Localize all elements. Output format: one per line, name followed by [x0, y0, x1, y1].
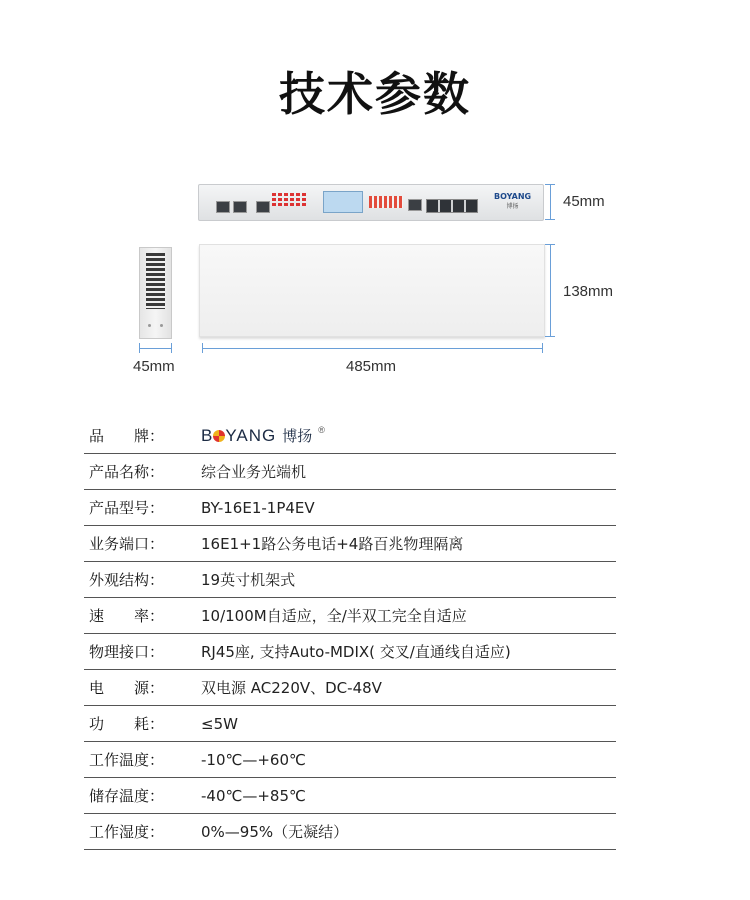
spec-label: 物理接口：	[89, 643, 165, 661]
usb-port-icon	[408, 199, 422, 211]
dimension-tick	[545, 219, 555, 220]
dip-switch-icon	[369, 196, 403, 208]
rj45-port-icon	[256, 201, 270, 213]
dimension-tick	[545, 184, 555, 185]
spec-value: 综合业务光端机	[201, 463, 307, 481]
device-side-view	[139, 247, 172, 339]
spec-row	[84, 454, 616, 490]
dimension-label-height: 45mm	[563, 193, 605, 210]
spec-label: 速 率：	[89, 607, 165, 625]
dimension-tick	[545, 244, 555, 245]
spec-row	[84, 526, 616, 562]
vent-grille-icon	[146, 253, 165, 309]
dimension-line	[550, 244, 551, 336]
spec-row	[84, 742, 616, 778]
spec-label: 工作温度：	[89, 751, 165, 769]
spec-value: 0%—95%（无凝结）	[201, 823, 349, 841]
spec-label: 功 耗：	[89, 715, 165, 733]
dimension-tick	[139, 343, 140, 353]
spec-value: BY-16E1-1P4EV	[201, 498, 315, 517]
device-logo: BOYANG 博扬	[494, 192, 532, 210]
spec-row	[84, 814, 616, 850]
spec-label: 产品型号：	[89, 499, 165, 517]
dimension-label-side-width: 45mm	[133, 358, 175, 375]
led-indicator-icon	[272, 193, 306, 206]
spec-label: 外观结构：	[89, 571, 165, 589]
spec-row	[84, 778, 616, 814]
spec-value: 10/100M自适应，全/半双工完全自适应	[201, 607, 467, 625]
screw-hole-icon	[160, 324, 163, 327]
spec-value: -40℃—+85℃	[201, 786, 306, 805]
dimension-tick	[171, 343, 172, 353]
spec-row	[84, 490, 616, 526]
spec-row-brand	[84, 418, 616, 454]
ethernet-ports-icon	[426, 199, 478, 213]
page-title: 技术参数	[279, 67, 471, 121]
spec-value: 16E1+1路公务电话+4路百兆物理隔离	[201, 535, 464, 553]
spec-label: 产品名称：	[89, 463, 165, 481]
rj45-port-icon	[216, 201, 230, 213]
spec-row	[84, 706, 616, 742]
dimension-tick	[542, 343, 543, 353]
spec-label: 电 源：	[89, 679, 165, 697]
device-top-view	[199, 244, 545, 337]
logo-o-icon	[213, 430, 225, 442]
spec-label: 工作湿度：	[89, 823, 165, 841]
spec-value: -10℃—+60℃	[201, 750, 306, 769]
spec-row	[84, 670, 616, 706]
dimension-line	[139, 348, 171, 349]
spec-value: 双电源 AC220V、DC-48V	[201, 679, 382, 697]
spec-label: 储存温度：	[89, 787, 165, 805]
spec-value: 19英寸机架式	[201, 571, 296, 589]
spec-value: RJ45座, 支持Auto-MDIX( 交叉/直通线自适应)	[201, 643, 511, 661]
dimension-line	[202, 348, 542, 349]
spec-row	[84, 562, 616, 598]
spec-table	[84, 418, 616, 850]
spec-value-brand	[201, 425, 616, 446]
dimension-tick	[202, 343, 203, 353]
screw-hole-icon	[148, 324, 151, 327]
spec-value: ≤5W	[201, 714, 238, 733]
spec-label: 品 牌：	[89, 427, 165, 445]
spec-row	[84, 634, 616, 670]
rj45-port-icon	[233, 201, 247, 213]
spec-row	[84, 598, 616, 634]
dimension-label-width: 485mm	[346, 358, 397, 375]
dimension-tick	[545, 336, 555, 337]
dimension-line	[550, 184, 551, 219]
dimension-label-depth: 138mm	[563, 283, 614, 300]
spec-label: 业务端口：	[89, 535, 165, 553]
brand-logo: B YANG 博扬 ®	[201, 425, 325, 445]
lcd-display-icon	[323, 191, 363, 213]
